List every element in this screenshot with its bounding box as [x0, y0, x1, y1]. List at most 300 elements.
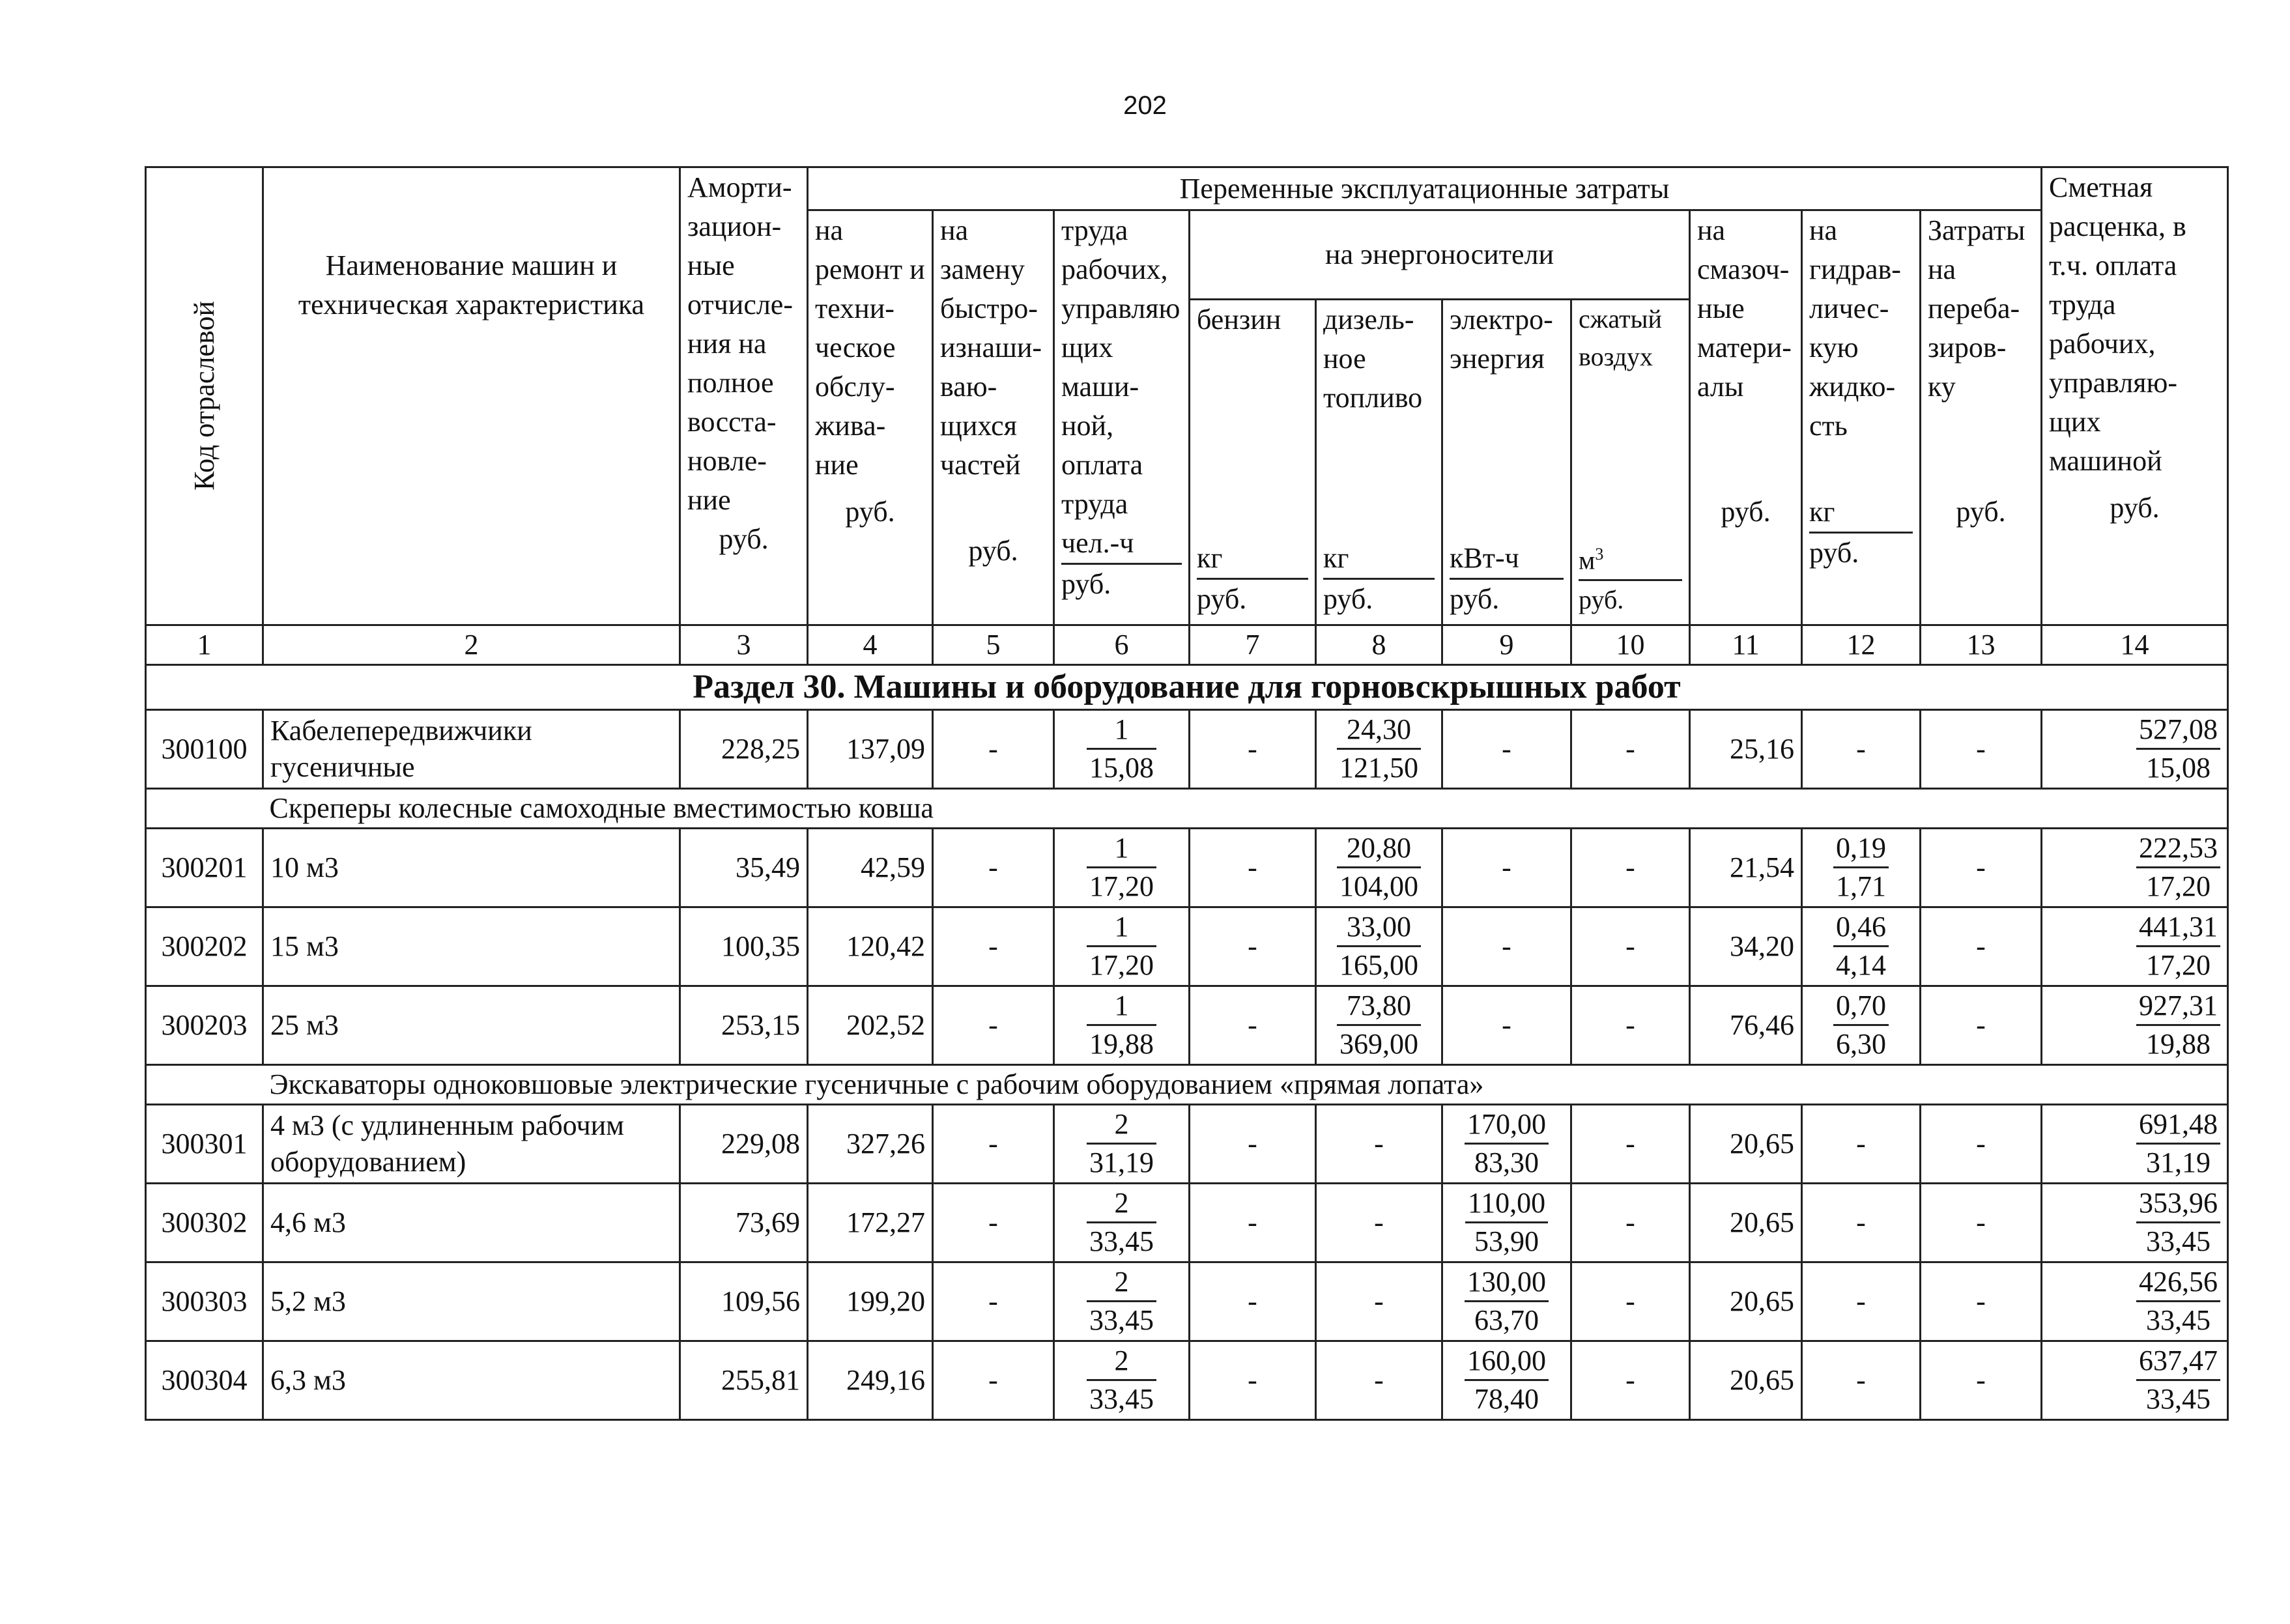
header-line: Затраты [1928, 214, 2025, 246]
estimate-value [2042, 1262, 2228, 1341]
labor-value-fraction [1087, 830, 1156, 905]
header-line: матери- [1697, 332, 1792, 363]
estimate-value-denominator: 17,20 [2146, 870, 2211, 902]
column-number: 3 [680, 625, 808, 665]
machine-cost-table-body [145, 709, 2229, 1421]
diesel-value-fraction [1337, 988, 1421, 1062]
electric-value-fraction [1465, 1106, 1549, 1181]
estimate-value-denominator: 17,20 [2146, 948, 2211, 981]
header-line: Сметная [2049, 171, 2153, 203]
estimate-value-denominator: 33,45 [2146, 1382, 2211, 1415]
diesel-value [1316, 986, 1442, 1065]
labor-value-numerator: 2 [1087, 1264, 1156, 1302]
electric-value: - [1442, 710, 1571, 789]
hydro-value: - [1802, 1105, 1921, 1184]
machine-name-line: 25 м3 [270, 1009, 339, 1041]
column-number: 10 [1571, 625, 1690, 665]
electric-value-denominator: 83,30 [1474, 1146, 1539, 1178]
header-line: замену [940, 253, 1025, 285]
petrol-label: бензин [1197, 304, 1281, 335]
relocation-value: - [1921, 1105, 2042, 1184]
lube-value: 25,16 [1690, 710, 1802, 789]
header-line: расценка, в [2049, 210, 2186, 242]
electric-value-fraction [1465, 1185, 1548, 1260]
relocation-value: - [1921, 1184, 2042, 1262]
labor-unit-top: чел.-ч [1061, 524, 1182, 565]
header-estimate [2042, 167, 2228, 625]
amort-value: 73,69 [680, 1184, 808, 1262]
header-line: ния на [687, 328, 767, 360]
hydro-value-numerator: 0,46 [1833, 909, 1889, 947]
header-energy: на энергоносители [1190, 210, 1690, 300]
column-number: 6 [1054, 625, 1190, 665]
electric-value [1442, 1184, 1571, 1262]
relocation-value: - [1921, 907, 2042, 986]
diesel-value [1316, 829, 1442, 907]
header-line: быстро- [940, 292, 1038, 324]
electric-value-fraction [1465, 1264, 1549, 1339]
machine-code: 300301 [146, 1105, 263, 1184]
header-code [146, 167, 263, 625]
estimate-value-denominator: 15,08 [2146, 751, 2211, 784]
lube-value: 20,65 [1690, 1341, 1802, 1420]
estimate-value-denominator: 33,45 [2146, 1225, 2211, 1257]
hydro-value-fraction [1833, 830, 1889, 905]
header-line: труда [2049, 289, 2116, 321]
code-label: Код отраслевой [188, 301, 220, 491]
hydro-value-fraction [1833, 988, 1889, 1062]
labor-value-numerator: 1 [1087, 909, 1156, 947]
header-line: воздух [1579, 342, 1653, 371]
estimate-value-fraction [2136, 909, 2220, 984]
petrol-value: - [1190, 1262, 1316, 1341]
diesel-unit-bottom: руб. [1323, 583, 1373, 615]
labor-value [1054, 1262, 1190, 1341]
header-repair [808, 210, 933, 625]
relocation-label [1928, 211, 2034, 406]
header-line: маши- [1061, 371, 1139, 403]
header-line: полное [687, 367, 774, 399]
hydro-value: - [1802, 710, 1921, 789]
amort-value: 35,49 [680, 829, 808, 907]
petrol-value: - [1190, 1341, 1316, 1420]
estimate-value-numerator: 441,31 [2136, 909, 2220, 947]
labor-value-denominator: 33,45 [1089, 1303, 1154, 1336]
column-number: 4 [808, 625, 933, 665]
estimate-value-fraction [2136, 1264, 2220, 1339]
estimate-value-numerator: 637,47 [2136, 1343, 2220, 1381]
labor-value-numerator: 2 [1087, 1343, 1156, 1381]
header-line: гидрав- [1809, 253, 1901, 285]
header-diesel [1316, 300, 1442, 625]
diesel-value-denominator: 104,00 [1339, 870, 1418, 902]
labor-value [1054, 710, 1190, 789]
hydro-unit-top: кг [1809, 492, 1913, 534]
amort-value: 100,35 [680, 907, 808, 986]
amort-value: 109,56 [680, 1262, 808, 1341]
header-relocation [1921, 210, 2042, 625]
replace-value: - [933, 1262, 1054, 1341]
machine-code: 300304 [146, 1341, 263, 1420]
header-line: восста- [687, 406, 777, 438]
labor-value-fraction [1087, 1343, 1156, 1417]
hydro-value: - [1802, 1341, 1921, 1420]
electric-value [1442, 1341, 1571, 1420]
estimate-value-denominator: 31,19 [2146, 1146, 2211, 1178]
header-line: техни- [815, 292, 895, 324]
air-value: - [1571, 907, 1690, 986]
lube-value: 34,20 [1690, 907, 1802, 986]
group-title: Экскаваторы одноковшовые электрические гусеничные с рабочим оборудованием «прямая лопата» [263, 1065, 2228, 1105]
diesel-value-numerator: 20,80 [1337, 830, 1421, 868]
column-number: 1 [146, 625, 263, 665]
replace-value: - [933, 986, 1054, 1065]
labor-unit-bottom: руб. [1061, 568, 1111, 600]
electric-value-denominator: 53,90 [1474, 1225, 1539, 1257]
diesel-value: - [1316, 1105, 1442, 1184]
replace-value: - [933, 907, 1054, 986]
header-line: на [815, 214, 844, 246]
hydro-value-denominator: 4,14 [1836, 948, 1886, 981]
group-code-blank [146, 789, 263, 829]
header-line: ной, [1061, 410, 1114, 442]
replace-unit: руб. [968, 535, 1018, 567]
header-line: на [1928, 253, 1956, 285]
machine-code: 300201 [146, 829, 263, 907]
electric-value-denominator: 63,70 [1474, 1303, 1539, 1336]
diesel-value: - [1316, 1262, 1442, 1341]
lube-value: 20,65 [1690, 1184, 1802, 1262]
repair-value: 249,16 [808, 1341, 933, 1420]
relocation-value: - [1921, 710, 2042, 789]
machine-name [263, 907, 680, 986]
estimate-value-fraction [2136, 1185, 2220, 1260]
labor-value-denominator: 33,45 [1089, 1225, 1154, 1257]
estimate-value [2042, 710, 2228, 789]
header-line: жидко- [1809, 371, 1896, 403]
group-code-blank [146, 1065, 263, 1105]
hydro-value-fraction [1833, 909, 1889, 984]
estimate-value-fraction [2136, 711, 2220, 786]
estimate-value [2042, 986, 2228, 1065]
header-line: сть [1809, 410, 1848, 442]
electric-label [1450, 300, 1564, 378]
air-value: - [1571, 1105, 1690, 1184]
header-line: труда [1061, 214, 1128, 246]
header-line: управляю [1061, 292, 1181, 324]
air-value: - [1571, 1184, 1690, 1262]
table-row [146, 829, 2228, 907]
repair-value: 137,09 [808, 710, 933, 789]
diesel-value-denominator: 121,50 [1339, 751, 1418, 784]
header-line: обслу- [815, 371, 895, 403]
petrol-value: - [1190, 710, 1316, 789]
header-line: ние [815, 449, 859, 481]
header-variable-costs: Переменные эксплуатационные затраты [808, 167, 2042, 210]
estimate-value-numerator: 222,53 [2136, 830, 2220, 868]
lube-value: 20,65 [1690, 1262, 1802, 1341]
labor-value [1054, 1105, 1190, 1184]
air-label [1579, 300, 1682, 376]
estimate-unit: руб. [2110, 492, 2160, 524]
machine-name [263, 829, 680, 907]
table-row [146, 1341, 2228, 1420]
hydro-value-numerator: 0,70 [1833, 988, 1889, 1026]
price-table-sheet [145, 166, 2227, 1421]
machine-name [263, 1341, 680, 1420]
table-row [146, 1184, 2228, 1262]
amort-value: 229,08 [680, 1105, 808, 1184]
relocation-value: - [1921, 986, 2042, 1065]
header-line: электро- [1450, 304, 1553, 335]
air-value: - [1571, 1262, 1690, 1341]
repair-value: 199,20 [808, 1262, 933, 1341]
amort-value: 253,15 [680, 986, 808, 1065]
estimate-value-fraction [2136, 1106, 2220, 1181]
estimate-value-fraction [2136, 1343, 2220, 1417]
machine-name-line: гусеничные [270, 751, 415, 783]
header-hydro [1802, 210, 1921, 625]
column-number: 5 [933, 625, 1054, 665]
estimate-value-numerator: 426,56 [2136, 1264, 2220, 1302]
air-value: - [1571, 710, 1690, 789]
header-line: управляю- [2049, 367, 2178, 399]
header-line: новле- [687, 445, 767, 477]
header-line: рабочих, [2049, 328, 2156, 360]
estimate-value [2042, 1341, 2228, 1420]
machine-name [263, 1262, 680, 1341]
header-electric [1442, 300, 1571, 625]
column-number: 11 [1690, 625, 1802, 665]
estimate-value-numerator: 353,96 [2136, 1185, 2220, 1223]
air-unit-bottom: руб. [1579, 585, 1624, 614]
air-value: - [1571, 986, 1690, 1065]
diesel-value [1316, 907, 1442, 986]
header-line: на [1697, 214, 1726, 246]
repair-value: 120,42 [808, 907, 933, 986]
hydro-value [1802, 986, 1921, 1065]
machine-code: 300303 [146, 1262, 263, 1341]
diesel-value-numerator: 24,30 [1337, 711, 1421, 750]
labor-value-fraction [1087, 711, 1156, 786]
replace-value: - [933, 1184, 1054, 1262]
electric-value: - [1442, 829, 1571, 907]
header-name [263, 167, 680, 625]
hydro-value-numerator: 0,19 [1833, 830, 1889, 868]
machine-code: 300203 [146, 986, 263, 1065]
machine-name [263, 986, 680, 1065]
electric-value-fraction [1465, 1343, 1549, 1417]
amort-value: 255,81 [680, 1341, 808, 1420]
name-label: Наименование машин и техническая характеристика [298, 249, 645, 321]
header-line: ное [1323, 343, 1366, 375]
estimate-value [2042, 1105, 2228, 1184]
labor-value-numerator: 1 [1087, 830, 1156, 868]
lube-value: 76,46 [1690, 986, 1802, 1065]
relocation-value: - [1921, 1262, 2042, 1341]
labor-value-denominator: 17,20 [1089, 948, 1154, 981]
repair-label [815, 211, 925, 485]
electric-unit-bottom: руб. [1450, 583, 1500, 615]
electric-unit-top: кВт-ч [1450, 539, 1564, 580]
repair-value: 327,26 [808, 1105, 933, 1184]
header-line: ные [687, 249, 735, 281]
labor-value [1054, 907, 1190, 986]
labor-value [1054, 1184, 1190, 1262]
petrol-value: - [1190, 907, 1316, 986]
lube-unit: руб. [1721, 496, 1771, 528]
labor-value-denominator: 19,88 [1089, 1027, 1154, 1060]
air-unit-sup: 3 [1595, 544, 1604, 563]
hydro-value [1802, 907, 1921, 986]
diesel-unit-top: кг [1323, 539, 1435, 580]
column-number: 2 [263, 625, 680, 665]
header-air [1571, 300, 1690, 625]
amort-label [687, 168, 800, 520]
hydro-value-denominator: 6,30 [1836, 1027, 1886, 1060]
relocation-value: - [1921, 1341, 2042, 1420]
labor-value-denominator: 15,08 [1089, 751, 1154, 784]
labor-value [1054, 829, 1190, 907]
relocation-value: - [1921, 829, 2042, 907]
machine-code: 300302 [146, 1184, 263, 1262]
labor-value-fraction [1087, 1106, 1156, 1181]
air-value: - [1571, 829, 1690, 907]
machine-name-line: оборудованием) [270, 1146, 466, 1178]
header-line: щихся [940, 410, 1017, 442]
header-line: зацион- [687, 210, 782, 242]
column-number: 13 [1921, 625, 2042, 665]
header-line: на [940, 214, 969, 246]
diesel-value-fraction [1337, 830, 1421, 905]
estimate-value-numerator: 691,48 [2136, 1106, 2220, 1145]
header-line: щих [2049, 406, 2101, 438]
header-line: топливо [1323, 382, 1423, 414]
header-line: т.ч. оплата [2049, 249, 2177, 281]
header-line: ваю- [940, 371, 997, 403]
air-unit-m: м [1579, 545, 1596, 575]
estimate-value-fraction [2136, 988, 2220, 1062]
header-line: дизель- [1323, 304, 1414, 335]
petrol-unit-top: кг [1197, 539, 1308, 580]
labor-label [1061, 211, 1182, 524]
hydro-label [1809, 211, 1913, 446]
replace-value: - [933, 710, 1054, 789]
header-amort [680, 167, 808, 625]
group-title: Скреперы колесные самоходные вместимостью ковша [263, 789, 2228, 829]
hydro-value [1802, 829, 1921, 907]
header-replace [933, 210, 1054, 625]
relocation-unit: руб. [1956, 496, 2006, 528]
hydro-unit-bottom: руб. [1809, 537, 1859, 569]
header-line: переба- [1928, 292, 2020, 324]
labor-value [1054, 1341, 1190, 1420]
table-row [146, 986, 2228, 1065]
group-row [146, 789, 2228, 829]
electric-value-numerator: 130,00 [1465, 1264, 1549, 1302]
diesel-value [1316, 710, 1442, 789]
petrol-unit-bottom: руб. [1197, 583, 1247, 615]
estimate-value-denominator: 33,45 [2146, 1303, 2211, 1336]
labor-value-numerator: 1 [1087, 711, 1156, 750]
header-line: на [1809, 214, 1838, 246]
header-line: личес- [1809, 292, 1889, 324]
machine-name [263, 1105, 680, 1184]
labor-value-numerator: 1 [1087, 988, 1156, 1026]
header-line: машиной [2049, 445, 2162, 477]
machine-code: 300202 [146, 907, 263, 986]
section-title: Раздел 30. Машины и оборудование для горновскрышных работ [146, 665, 2228, 710]
header-line: жива- [815, 410, 886, 442]
labor-value-fraction [1087, 1185, 1156, 1260]
page-number: 202 [1123, 91, 1167, 120]
repair-unit: руб. [845, 496, 895, 528]
machine-name [263, 710, 680, 789]
header-line: ку [1928, 371, 1956, 403]
column-number-row [146, 625, 2228, 665]
machine-name-line: 10 м3 [270, 851, 339, 883]
header-line: ремонт и [815, 253, 925, 285]
labor-value-denominator: 31,19 [1089, 1146, 1154, 1178]
electric-value [1442, 1262, 1571, 1341]
hydro-value: - [1802, 1184, 1921, 1262]
column-number: 7 [1190, 625, 1316, 665]
header-line: частей [940, 449, 1021, 481]
air-unit-top [1579, 535, 1682, 581]
header-line: кую [1809, 332, 1859, 363]
labor-value-fraction [1087, 988, 1156, 1062]
header-line: ческое [815, 332, 896, 363]
estimate-value-fraction [2136, 830, 2220, 905]
estimate-value-numerator: 927,31 [2136, 988, 2220, 1026]
header-line: рабочих, [1061, 253, 1168, 285]
table-row [146, 907, 2228, 986]
lube-value: 21,54 [1690, 829, 1802, 907]
group-row [146, 1065, 2228, 1105]
machine-name-line: 6,3 м3 [270, 1364, 346, 1396]
header-line: щих [1061, 332, 1113, 363]
replace-value: - [933, 1341, 1054, 1420]
header-line: изнаши- [940, 332, 1042, 363]
machine-cost-table [145, 166, 2229, 711]
labor-value-numerator: 2 [1087, 1106, 1156, 1145]
table-row [146, 1105, 2228, 1184]
diesel-value-denominator: 165,00 [1339, 948, 1418, 981]
header-petrol [1190, 300, 1316, 625]
header-line: труда [1061, 488, 1128, 520]
machine-name-line: 4,6 м3 [270, 1206, 346, 1238]
estimate-value-denominator: 19,88 [2146, 1027, 2211, 1060]
column-number: 12 [1802, 625, 1921, 665]
machine-name-line: Кабелепередвижчики [270, 715, 532, 747]
petrol-value: - [1190, 829, 1316, 907]
header-line: отчисле- [687, 289, 793, 321]
electric-value: - [1442, 986, 1571, 1065]
column-number: 8 [1316, 625, 1442, 665]
header-line: смазоч- [1697, 253, 1790, 285]
machine-name-line: 5,2 м3 [270, 1285, 346, 1317]
header-lube [1690, 210, 1802, 625]
header-line: зиров- [1928, 332, 2007, 363]
hydro-value: - [1802, 1262, 1921, 1341]
diesel-value: - [1316, 1184, 1442, 1262]
machine-name [263, 1184, 680, 1262]
header-line: алы [1697, 371, 1744, 403]
repair-value: 172,27 [808, 1184, 933, 1262]
labor-value [1054, 986, 1190, 1065]
column-number: 9 [1442, 625, 1571, 665]
table-row [146, 710, 2228, 789]
